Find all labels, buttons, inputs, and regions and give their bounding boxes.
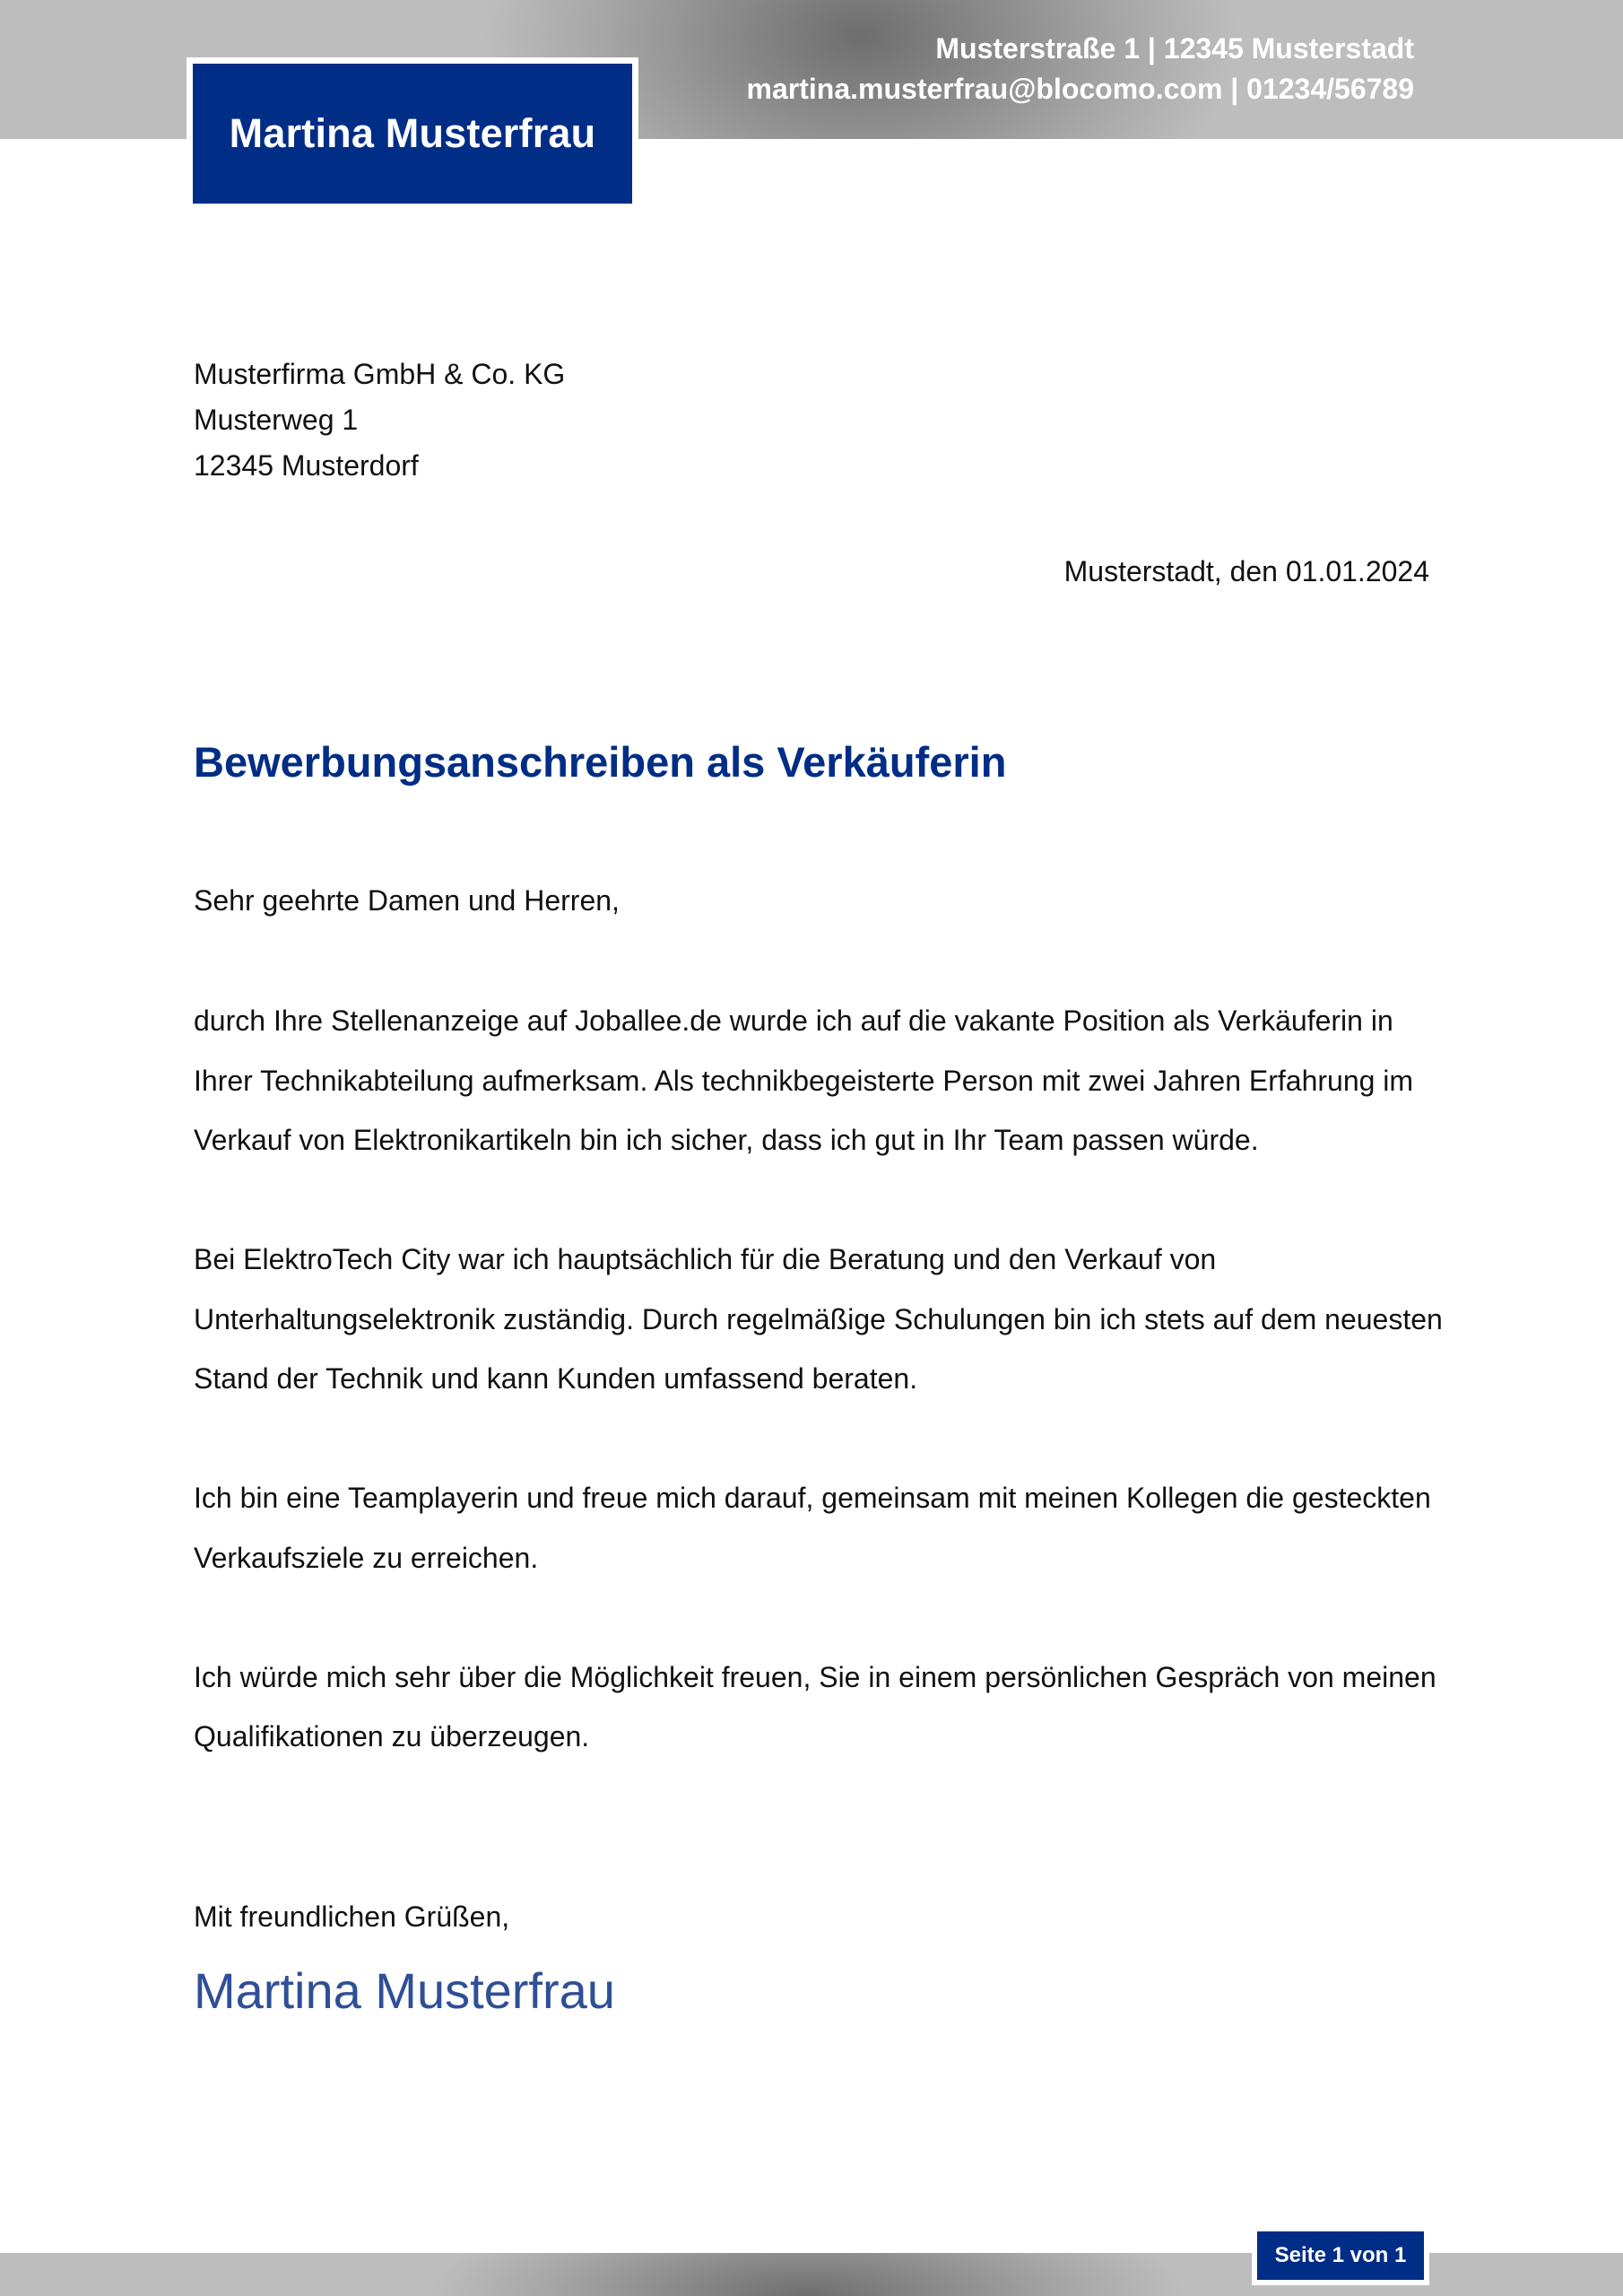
recipient-address xyxy=(194,352,565,489)
closing-phrase: Mit freundlichen Grüßen, xyxy=(194,1900,510,1933)
sender-email-phone: martina.musterfrau@blocomo.com | 01234/56789 xyxy=(746,73,1414,105)
recipient-city: 12345 Musterdorf xyxy=(194,449,419,482)
letter-date: Musterstadt, den 01.01.2024 xyxy=(1063,555,1429,587)
letter-subject: Bewerbungsanschreiben als Verkäuferin xyxy=(194,738,1007,786)
body-paragraph: Ich bin eine Teamplayerin und freue mich darauf, gemeinsam mit meinen Kollegen die gesteckten Verkaufsziele zu erreichen. xyxy=(194,1482,1431,1574)
body-paragraph: durch Ihre Stellenanzeige auf Joballee.de wurde ich auf die vakante Position als Verkäuferin in Ihrer Technikabteilung aufmerksam. Als technikbegeisterte Person mit zwei Jahren Erfahrung im Verkauf von Elektronikartikeln bin ich sicher, dass ich gut in Ihr Team passen würde. xyxy=(194,1004,1414,1156)
salutation: Sehr geehrte Damen und Herren, xyxy=(194,884,620,917)
sender-name: Martina Musterfrau xyxy=(193,64,632,204)
signature: Martina Musterfrau xyxy=(194,1962,615,2019)
recipient-company: Musterfirma GmbH & Co. KG xyxy=(194,358,566,390)
sender-address: Musterstraße 1 | 12345 Musterstadt xyxy=(935,32,1414,65)
body-paragraph: Ich würde mich sehr über die Möglichkeit freuen, Sie in einem persönlichen Gespräch von meinen Qualifikationen zu überzeugen. xyxy=(194,1660,1436,1752)
recipient-street: Musterweg 1 xyxy=(194,404,359,436)
name-badge xyxy=(187,57,638,210)
page-number: Seite 1 von 1 xyxy=(1257,2231,1424,2280)
page-number-badge xyxy=(1252,2226,1429,2285)
body-paragraph: Bei ElektroTech City war ich hauptsächlich für die Beratung und den Verkauf von Unterhaltungselektronik zuständig. Durch regelmäßige Schulungen bin ich stets auf dem neuesten Stand der Technik und kann Kunden umfassend beraten. xyxy=(194,1243,1443,1395)
letter-body xyxy=(194,991,1449,1826)
sender-contact-block xyxy=(747,29,1414,109)
